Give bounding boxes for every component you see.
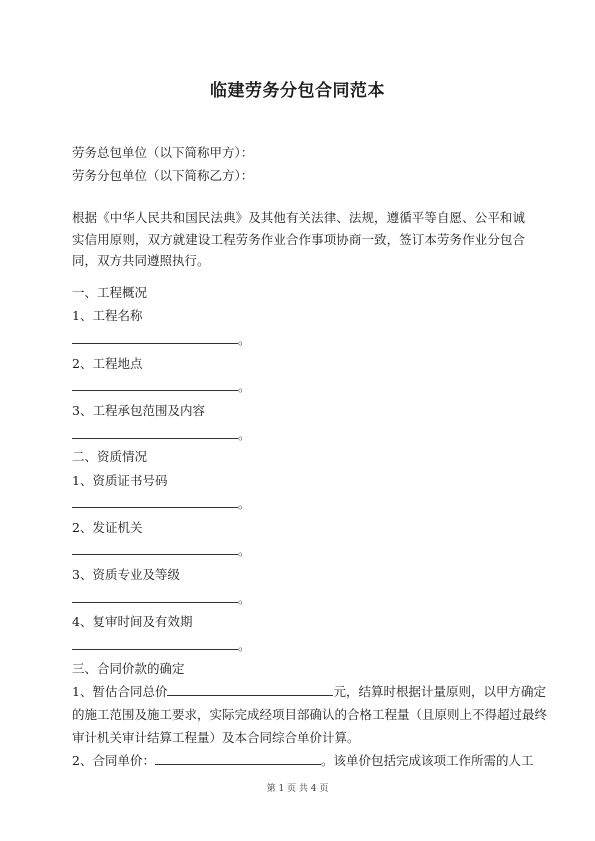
section-2-item-4-label: 4、复审时间及有效期 xyxy=(72,614,193,629)
blank-suffix: 。 xyxy=(238,591,251,606)
section-3-item-1-line-1 xyxy=(72,682,546,700)
intro-paragraph: 根据《中华人民共和国民法典》及其他有关法律、法规，遵循平等自愿、公平和诚实信用原则，双方就建设工程劳务作业合作事项协商一致，签订本劳务作业分包合同，双方共同遵照执行。 xyxy=(72,210,525,268)
total-price-prefix: 1、暂估合同总价 xyxy=(72,684,168,699)
section-3-item-1-line-2: 的施工范围及施工要求，实际完成经项目部确认的合格工程量（且原则上不得超过最终 xyxy=(72,707,548,722)
blank-suffix: 。 xyxy=(238,379,251,394)
total-price-rest: 元，结算时根据计量原则，以甲方确定 xyxy=(333,684,546,699)
blank-suffix: 。 xyxy=(238,638,251,653)
blank-suffix: 。 xyxy=(238,496,251,511)
section-2-item-1-label: 1、资质证书号码 xyxy=(72,473,168,488)
section-2-heading: 二、资质情况 xyxy=(72,449,148,464)
total-price-blank[interactable] xyxy=(167,683,333,696)
section-2-item-3-label: 3、资质专业及等级 xyxy=(72,567,180,582)
fill-in-line[interactable] xyxy=(72,637,238,650)
fill-in-line[interactable] xyxy=(72,590,238,603)
party-a-line: 劳务总包单位（以下简称甲方）： xyxy=(72,145,254,160)
fill-in-line[interactable] xyxy=(72,426,238,439)
section-2-item-3-blank[interactable] xyxy=(72,589,251,607)
party-b-line: 劳务分包单位（以下简称乙方）： xyxy=(72,168,254,183)
section-2-item-4-blank[interactable] xyxy=(72,636,251,654)
fill-in-line[interactable] xyxy=(72,378,238,391)
section-1-item-2-label: 2、工程地点 xyxy=(72,356,143,371)
document-title: 临建劳务分包合同范本 xyxy=(210,81,385,101)
section-1-heading: 一、工程概况 xyxy=(72,285,148,300)
section-1-item-3-label: 3、工程承包范围及内容 xyxy=(72,403,205,418)
fill-in-line[interactable] xyxy=(72,542,238,555)
blank-suffix: 。 xyxy=(238,332,251,347)
section-2-item-1-blank[interactable] xyxy=(72,494,251,512)
blank-suffix: 。 xyxy=(238,543,251,558)
fill-in-line[interactable] xyxy=(72,331,238,344)
section-1-item-2-blank[interactable] xyxy=(72,377,251,395)
fill-in-line[interactable] xyxy=(72,495,238,508)
section-1-item-1-blank[interactable] xyxy=(72,330,251,348)
page-number-footer: 第 1 页 共 4 页 xyxy=(266,784,329,794)
section-3-item-1-line-3: 审计机关审计结算工程量）及本合同综合单价计算。 xyxy=(72,730,360,745)
section-2-item-2-blank[interactable] xyxy=(72,541,251,559)
section-1-item-3-blank[interactable] xyxy=(72,425,251,443)
section-1-item-1-label: 1、工程名称 xyxy=(72,308,143,323)
section-3-item-2-line-1 xyxy=(72,751,533,769)
unit-price-blank[interactable] xyxy=(155,752,321,765)
section-3-heading: 三、合同价款的确定 xyxy=(72,661,185,676)
section-2-item-2-label: 2、发证机关 xyxy=(72,520,143,535)
unit-price-prefix: 2、合同单价： xyxy=(72,753,155,768)
blank-suffix: 。 xyxy=(238,427,251,442)
unit-price-rest: 。该单价包括完成该项工作所需的人工 xyxy=(320,753,534,768)
